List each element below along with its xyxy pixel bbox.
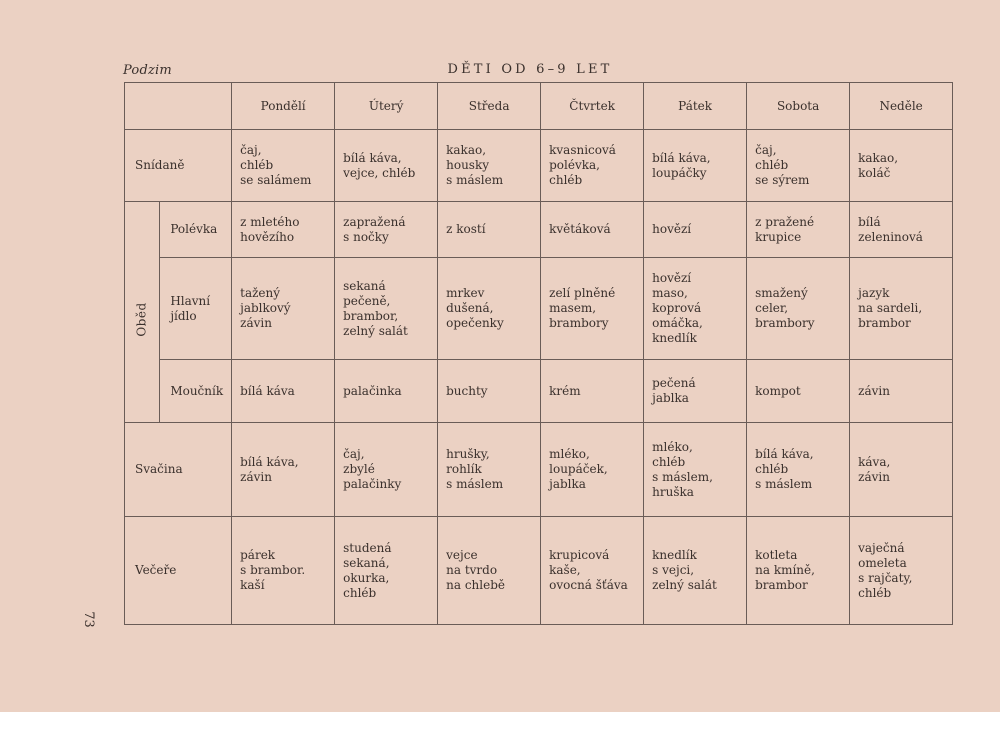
- menu-cell: kotleta na kmíně, brambor: [747, 517, 850, 625]
- menu-cell: hovězí: [644, 202, 747, 258]
- menu-cell: káva, závin: [850, 423, 953, 517]
- menu-cell: zelí plněné masem, brambory: [541, 258, 644, 360]
- corner-cell: [125, 83, 232, 130]
- menu-cell: bílá káva, loupáčky: [644, 130, 747, 202]
- menu-cell: kompot: [747, 360, 850, 423]
- menu-cell: palačinka: [335, 360, 438, 423]
- menu-cell: mrkev dušená, opečenky: [438, 258, 541, 360]
- menu-cell: hrušky, rohlík s máslem: [438, 423, 541, 517]
- lunch-group-text: Oběd: [134, 302, 149, 337]
- menu-cell: smažený celer, brambory: [747, 258, 850, 360]
- menu-cell: květáková: [541, 202, 644, 258]
- row-dinner: [125, 517, 953, 625]
- menu-cell: závin: [850, 360, 953, 423]
- menu-cell: z mletého hovězího: [232, 202, 335, 258]
- menu-cell: tažený jablkový závin: [232, 258, 335, 360]
- day-header-tuesday: Úterý: [335, 83, 438, 130]
- weekly-menu-table: [124, 82, 953, 625]
- menu-cell: studená sekaná, okurka, chléb: [335, 517, 438, 625]
- menu-cell: hovězí maso, koprová omáčka, knedlík: [644, 258, 747, 360]
- meal-label-dinner: Večeře: [125, 517, 232, 625]
- menu-cell: knedlík s vejci, zelný salát: [644, 517, 747, 625]
- menu-cell: čaj, zbylé palačinky: [335, 423, 438, 517]
- menu-cell: čaj, chléb se salámem: [232, 130, 335, 202]
- menu-cell: mléko, chléb s máslem, hruška: [644, 423, 747, 517]
- menu-cell: mléko, loupáček, jablka: [541, 423, 644, 517]
- menu-cell: krupicová kaše, ovocná šťáva: [541, 517, 644, 625]
- row-snack: [125, 423, 953, 517]
- row-breakfast: [125, 130, 953, 202]
- day-header-sunday: Neděle: [850, 83, 953, 130]
- day-header-friday: Pátek: [644, 83, 747, 130]
- menu-cell: kakao, koláč: [850, 130, 953, 202]
- menu-cell: bílá káva, závin: [232, 423, 335, 517]
- day-header-thursday: Čtvrtek: [541, 83, 644, 130]
- menu-cell: bílá zeleninová: [850, 202, 953, 258]
- day-header-wednesday: Středa: [438, 83, 541, 130]
- menu-cell: pečená jablka: [644, 360, 747, 423]
- menu-cell: z pražené krupice: [747, 202, 850, 258]
- menu-cell: z kostí: [438, 202, 541, 258]
- menu-cell: čaj, chléb se sýrem: [747, 130, 850, 202]
- menu-cell: bílá káva: [232, 360, 335, 423]
- meal-label-snack: Svačina: [125, 423, 232, 517]
- row-dessert: [125, 360, 953, 423]
- menu-cell: vejce na tvrdo na chlebě: [438, 517, 541, 625]
- meal-label-breakfast: Snídaně: [125, 130, 232, 202]
- menu-cell: sekaná pečeně, brambor, zelný salát: [335, 258, 438, 360]
- day-header-saturday: Sobota: [747, 83, 850, 130]
- menu-cell: kvasnicová polévka, chléb: [541, 130, 644, 202]
- page-title: DĚTI OD 6–9 LET: [447, 62, 613, 77]
- row-main-course: [125, 258, 953, 360]
- menu-cell: párek s brambor. kaší: [232, 517, 335, 625]
- meal-label-dessert: Moučník: [160, 360, 232, 423]
- meal-label-main-course: Hlavní jídlo: [160, 258, 232, 360]
- menu-cell: jazyk na sardeli, brambor: [850, 258, 953, 360]
- lunch-group-label: [125, 202, 160, 423]
- menu-cell: buchty: [438, 360, 541, 423]
- meal-label-soup: Polévka: [160, 202, 232, 258]
- section-title: Podzim: [123, 63, 172, 78]
- menu-cell: kakao, housky s máslem: [438, 130, 541, 202]
- header-row: [125, 83, 953, 130]
- day-header-monday: Pondělí: [232, 83, 335, 130]
- menu-cell: vaječná omeleta s rajčaty, chléb: [850, 517, 953, 625]
- row-soup: [125, 202, 953, 258]
- menu-cell: zapražená s nočky: [335, 202, 438, 258]
- menu-cell: krém: [541, 360, 644, 423]
- menu-cell: bílá káva, chléb s máslem: [747, 423, 850, 517]
- page-number: 73: [80, 611, 96, 628]
- menu-cell: bílá káva, vejce, chléb: [335, 130, 438, 202]
